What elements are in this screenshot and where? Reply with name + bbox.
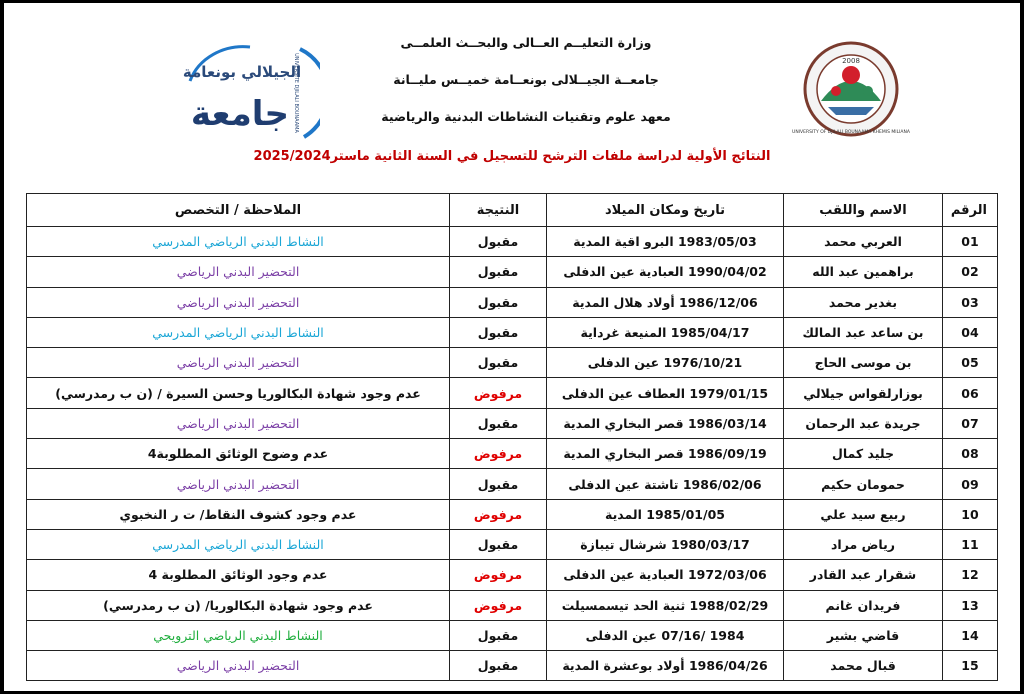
row-birth-cell: 1985/04/17 المنيعة غرداية [547,317,784,347]
row-note-cell: النشاط البدني الرياضي المدرسي [27,317,450,347]
row-result-cell: مرفوض [450,378,547,408]
row-num-cell: 01 [943,227,998,257]
row-birth-cell: 1972/03/06 العبادية عين الدفلى [547,560,784,590]
row-birth-cell: 1986/02/06 تاشتة عين الدفلى [547,469,784,499]
row-result-cell: مرفوض [450,590,547,620]
row-birth-cell: 1988/02/29 ثنية الحد تيسمسيلت [547,590,784,620]
logo-text-latin: UNIVERSITE DJILALI BOUNAAMA [293,53,299,133]
table-row [27,257,998,287]
row-birth-cell: 1976/10/21 عين الدفلى [547,348,784,378]
row-birth-cell: 1979/01/15 العطاف عين الدفلى [547,378,784,408]
table-row [27,590,998,620]
row-result-cell: مرفوض [450,560,547,590]
row-note-cell: عدم وجود كشوف النقاط/ ت ر النخبوي [27,499,450,529]
row-result-cell: مقبول [450,287,547,317]
row-num-cell: 14 [943,620,998,650]
row-birth-cell: 1983/05/03 البرو اقية المدية [547,227,784,257]
row-birth-cell: 1980/03/17 شرشال تيبازة [547,529,784,559]
row-name-cell: بغدير محمد [784,287,943,317]
row-result-cell: مرفوض [450,499,547,529]
row-name-cell: جريدة عبد الرحمان [784,408,943,438]
row-num-cell: 10 [943,499,998,529]
logo-text-big: جامعة [190,94,290,134]
row-name-cell: قبال محمد [784,651,943,681]
col-header-result: النتيجة [450,194,547,227]
table-row [27,287,998,317]
row-name-cell: بن ساعد عبد المالك [784,317,943,347]
row-name-cell: جليد كمال [784,439,943,469]
row-num-cell: 04 [943,317,998,347]
row-name-cell: رياض مراد [784,529,943,559]
seal-year: 2008 [842,57,860,65]
document-page [4,3,1020,691]
row-num-cell: 02 [943,257,998,287]
table-row [27,499,998,529]
row-result-cell: مرفوض [450,439,547,469]
row-note-cell: عدم وجود شهادة البكالوريا/ (ن ب رمدرسي) [27,590,450,620]
col-header-num: الرقم [943,194,998,227]
university-line: جامعــة الجيــلالى بونعــامة خميــس مليــانة [393,72,659,87]
logo-text-top: الجيلالي بونعامة [182,63,302,81]
row-note-cell: التحضير البدني الرياضي [27,469,450,499]
row-name-cell: بوزارلقواس جيلالي [784,378,943,408]
row-birth-cell: 1984 /07/16 عين الدفلى [547,620,784,650]
col-header-name: الاسم واللقب [784,194,943,227]
row-name-cell: شقرار عبد القادر [784,560,943,590]
row-note-cell: التحضير البدني الرياضي [27,257,450,287]
row-num-cell: 03 [943,287,998,317]
row-note-cell: عدم وضوح الوثائق المطلوبة4 [27,439,450,469]
results-table [26,193,998,681]
table-row [27,560,998,590]
row-birth-cell: 1990/04/02 العبادية عين الدفلى [547,257,784,287]
document-title: النتائج الأولية لدراسة ملفات الترشح للتسجيل في السنة الثانية ماستر2025/2024 [253,149,771,164]
row-note-cell: عدم وجود شهادة البكالوريا وحسن السيرة / (ن ب رمدرسي) [27,378,450,408]
row-result-cell: مقبول [450,317,547,347]
table-body [27,227,998,681]
row-result-cell: مقبول [450,348,547,378]
table-row [27,408,998,438]
row-birth-cell: 1986/04/26 أولاد بوعشرة المدية [547,651,784,681]
row-num-cell: 08 [943,439,998,469]
table-row [27,227,998,257]
row-name-cell: ربيع سيد علي [784,499,943,529]
table-header-row [27,194,998,227]
row-note-cell: التحضير البدني الرياضي [27,287,450,317]
row-note-cell: عدم وجود الوثائق المطلوبة 4 [27,560,450,590]
row-note-cell: النشاط البدني الرياضي المدرسي [27,529,450,559]
row-note-cell: النشاط البدني الرياضي المدرسي [27,227,450,257]
university-wordmark-logo [180,41,320,145]
row-birth-cell: 1986/09/19 قصر البخاري المدية [547,439,784,469]
row-name-cell: بن موسى الحاج [784,348,943,378]
row-note-cell: التحضير البدني الرياضي [27,651,450,681]
row-birth-cell: 1986/03/14 قصر البخاري المدية [547,408,784,438]
row-result-cell: مقبول [450,469,547,499]
row-note-cell: التحضير البدني الرياضي [27,408,450,438]
col-header-note: الملاحظة / التخصص [27,194,450,227]
row-name-cell: العربي محمد [784,227,943,257]
row-birth-cell: 1985/01/05 المدية [547,499,784,529]
row-num-cell: 12 [943,560,998,590]
row-name-cell: براهمين عبد الله [784,257,943,287]
row-result-cell: مقبول [450,257,547,287]
row-result-cell: مقبول [450,529,547,559]
table-row [27,348,998,378]
table-row [27,620,998,650]
table-row [27,469,998,499]
table-row [27,651,998,681]
row-num-cell: 06 [943,378,998,408]
row-result-cell: مقبول [450,651,547,681]
table-row [27,529,998,559]
row-num-cell: 15 [943,651,998,681]
row-num-cell: 05 [943,348,998,378]
row-name-cell: فريدان غانم [784,590,943,620]
table-row [27,439,998,469]
row-num-cell: 07 [943,408,998,438]
table-row [27,378,998,408]
row-birth-cell: 1986/12/06 أولاد هلال المدية [547,287,784,317]
row-num-cell: 13 [943,590,998,620]
row-result-cell: مقبول [450,227,547,257]
seal-caption: UNIVERSITY OF DJILALI BOUNAAMA KHEMIS MILIANA [792,130,910,135]
row-result-cell: مقبول [450,620,547,650]
table-row [27,317,998,347]
row-note-cell: النشاط البدني الرياضي الترويحي [27,620,450,650]
row-name-cell: قاضي بشير [784,620,943,650]
col-header-birth: تاريخ ومكان الميلاد [547,194,784,227]
row-result-cell: مقبول [450,408,547,438]
row-num-cell: 11 [943,529,998,559]
row-num-cell: 09 [943,469,998,499]
ministry-line: وزارة التعليــم العــالى والبحــث العلمــى [400,35,652,50]
institute-line: معهد علوم وتقنيات النشاطات البدنية والرياضية [381,109,671,124]
university-seal-logo [776,41,926,137]
row-note-cell: التحضير البدني الرياضي [27,348,450,378]
row-name-cell: حمومان حكيم [784,469,943,499]
